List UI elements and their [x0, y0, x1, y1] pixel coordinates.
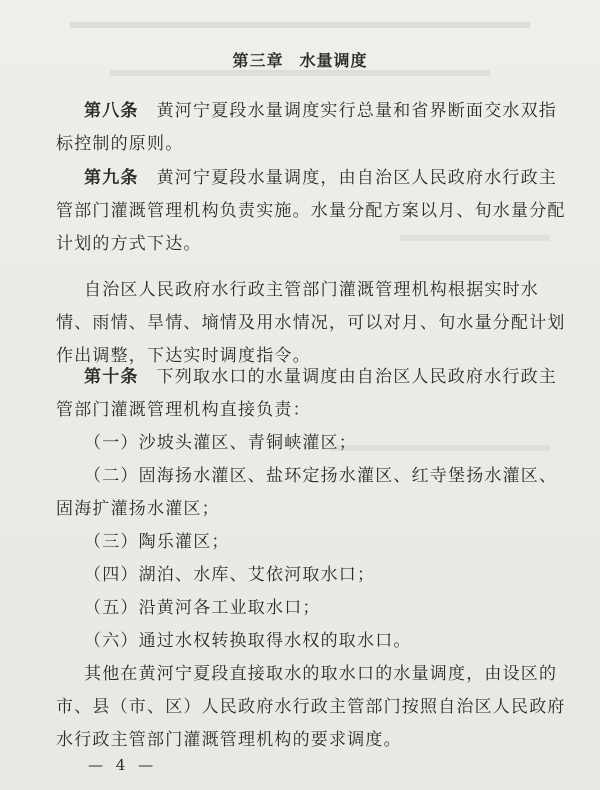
- list-item: 固海扩灌扬水灌区；: [56, 499, 220, 519]
- article-text: 下列取水口的水量调度由自治区人民政府水行政主: [156, 367, 558, 387]
- article-9-para2-line-1: 自治区人民政府水行政主管部门灌溉管理机构根据实时水: [84, 280, 539, 300]
- article-9-label: 第九条: [84, 168, 139, 188]
- list-item: （四）湖泊、水库、艾依河取水口；: [84, 565, 376, 585]
- list-item: （五）沿黄河各工业取水口；: [84, 598, 321, 618]
- bleed-through-mark: [70, 22, 530, 28]
- article-text: 黄河宁夏段水量调度，由自治区人民政府水行政主: [156, 168, 558, 188]
- chapter-number: 第三章: [232, 51, 284, 70]
- article-text: 黄河宁夏段水量调度实行总量和省界断面交水双指: [156, 101, 558, 121]
- list-item: （六）通过水权转换取得水权的取水口。: [84, 631, 412, 651]
- article-8-label: 第八条: [84, 101, 139, 121]
- bleed-through-mark: [330, 445, 550, 451]
- article-9-para2-line-2: 情、雨情、旱情、墒情及用水情况，可以对月、旬水量分配计划: [56, 313, 566, 333]
- list-item: （二）固海扬水灌区、盐环定扬水灌区、红寺堡扬水灌区、: [84, 466, 558, 486]
- article-8-line-2: 标控制的原则。: [56, 134, 184, 154]
- chapter-heading: [0, 48, 600, 71]
- page-number: — 4 —: [88, 756, 158, 774]
- article-9-line-2: 管部门灌溉管理机构负责实施。水量分配方案以月、旬水量分配: [56, 201, 566, 221]
- list-item: （三）陶乐灌区；: [84, 532, 230, 552]
- closing-line-3: 水行政主管部门灌溉管理机构的要求调度。: [56, 730, 402, 750]
- article-9-line-1: [84, 163, 557, 188]
- list-item: （一）沙坡头灌区、青铜峡灌区；: [84, 433, 357, 453]
- article-10-line-2: 管部门灌溉管理机构直接负责：: [56, 400, 311, 420]
- article-9-line-3: 计划的方式下达。: [56, 234, 202, 254]
- chapter-title: 水量调度: [299, 51, 368, 70]
- bleed-through-mark: [400, 235, 550, 241]
- article-8-line-1: [84, 96, 557, 121]
- article-9-para2-line-3: 作出调整，下达实时调度指令。: [56, 346, 311, 366]
- article-10-line-1: [84, 362, 557, 387]
- article-10-label: 第十条: [84, 367, 139, 387]
- closing-line-1: 其他在黄河宁夏段直接取水的取水口的水量调度，由设区的: [84, 664, 558, 684]
- closing-line-2: 市、县（市、区）人民政府水行政主管部门按照自治区人民政府: [56, 697, 566, 717]
